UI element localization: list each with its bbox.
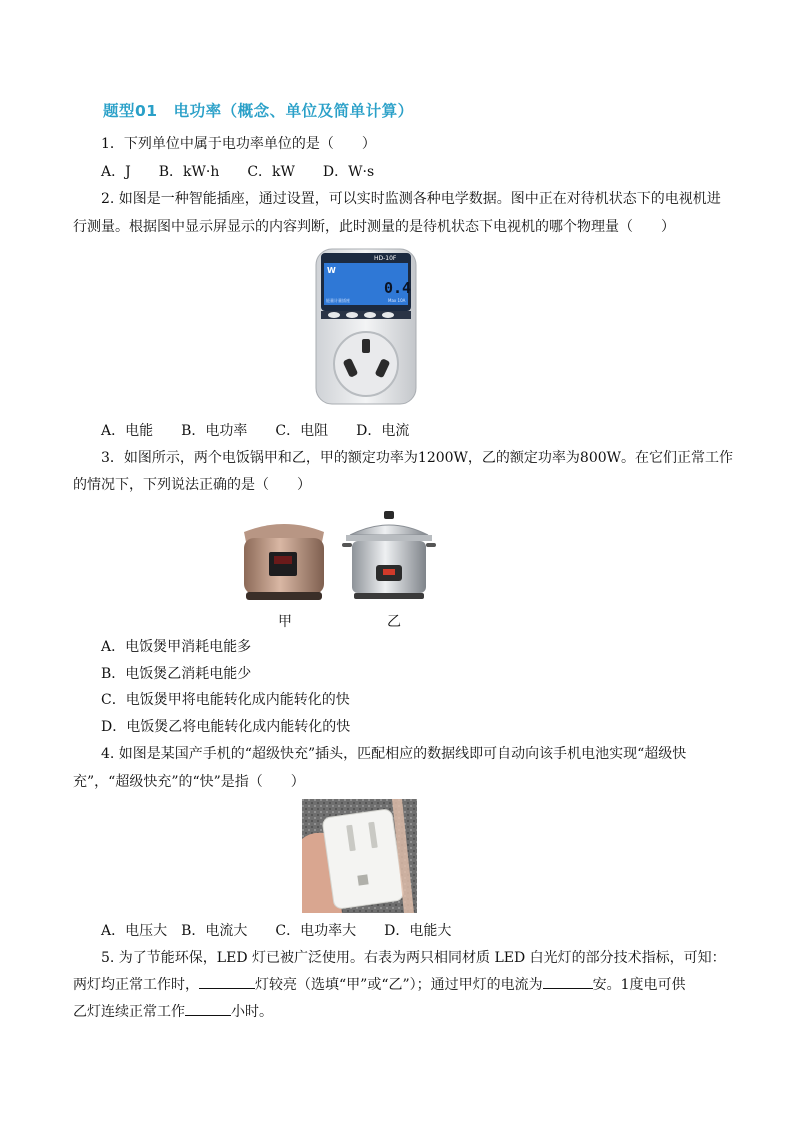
rice-cooker-a-image: [236, 512, 332, 604]
device-model: HD-10F: [374, 255, 397, 262]
question-3-option-d: D．电饭煲乙将电能转化成内能转化的快: [101, 719, 351, 735]
q5-text-part1: 两灯均正常工作时，: [73, 977, 199, 993]
device-button: [346, 312, 358, 318]
question-3-stem-line2: 的情况下，下列说法正确的是（ ）: [73, 477, 311, 493]
lcd-reading: 0.4: [384, 279, 412, 297]
label-cooker-b: 乙: [387, 614, 401, 630]
question-2-stem-line1: 2. 如图是一种智能插座，通过设置，可以实时监测各种电学数据。图中正在对待机状态下的电视机进: [101, 191, 721, 207]
lcd-unit: W: [327, 266, 336, 275]
rice-cooker-b-image: [340, 509, 438, 605]
question-5-line3: [73, 1003, 273, 1021]
question-4-stem-line2: 充”，“超级快充”的“快”是指（ ）: [73, 774, 305, 790]
lcd-max-text: Max 10A: [388, 298, 406, 303]
q5-text-part3: 安。1度电可供: [592, 977, 686, 993]
question-2-stem-line2: 行测量。根据图中显示屏显示的内容判断，此时测量的是待机状态下电视机的哪个物理量（ ）: [73, 219, 675, 235]
fast-charger-image: [302, 799, 417, 913]
question-3-option-b: B．电饭煲乙消耗电能少: [101, 666, 252, 682]
smart-socket-image: [312, 247, 420, 407]
device-button: [382, 312, 394, 318]
question-1-options: A．J B．kW·h C．kW D．W·s: [101, 164, 375, 180]
label-cooker-a: 甲: [278, 614, 292, 630]
question-3-option-a: A．电饭煲甲消耗电能多: [101, 639, 252, 655]
device-button: [328, 312, 340, 318]
question-5-line1: 5. 为了节能环保，LED 灯已被广泛使用。右表为两只相同材质 LED 白光灯的部分技术指标，可知：: [101, 950, 726, 966]
section-title: 题型01 电功率（概念、单位及简单计算）: [103, 102, 414, 120]
question-1-stem: 1．下列单位中属于电功率单位的是（ ）: [101, 136, 376, 152]
question-3-stem-line1: 3．如图所示，两个电饭锅甲和乙，甲的额定功率为1200W，乙的额定功率为800W。在它们正常工作: [101, 450, 734, 466]
question-4-stem-line1: 4. 如图是某国产手机的“超级快充”插头，匹配相应的数据线即可自动向该手机电池实现“超级快: [101, 746, 687, 762]
question-4-options: A．电压大 B．电流大 C．电功率大 D．电能大: [101, 923, 452, 939]
q5-text-part2: 灯较亮（选填“甲”或“乙”）；通过甲灯的电流为: [255, 977, 543, 993]
q5-text-part4: 乙灯连续正常工作: [73, 1004, 185, 1020]
lcd-brand-text: 能量计量插座: [326, 298, 350, 303]
answer-blank-3[interactable]: [185, 1003, 231, 1016]
question-5-line2: [73, 976, 686, 994]
question-3-option-c: C．电饭煲甲将电能转化成内能转化的快: [101, 692, 350, 708]
answer-blank-2[interactable]: [543, 976, 593, 989]
answer-blank-1[interactable]: [199, 976, 255, 989]
question-2-options: A．电能 B．电功率 C．电阻 D．电流: [101, 423, 410, 439]
device-button: [364, 312, 376, 318]
q5-text-part5: 小时。: [231, 1004, 273, 1020]
